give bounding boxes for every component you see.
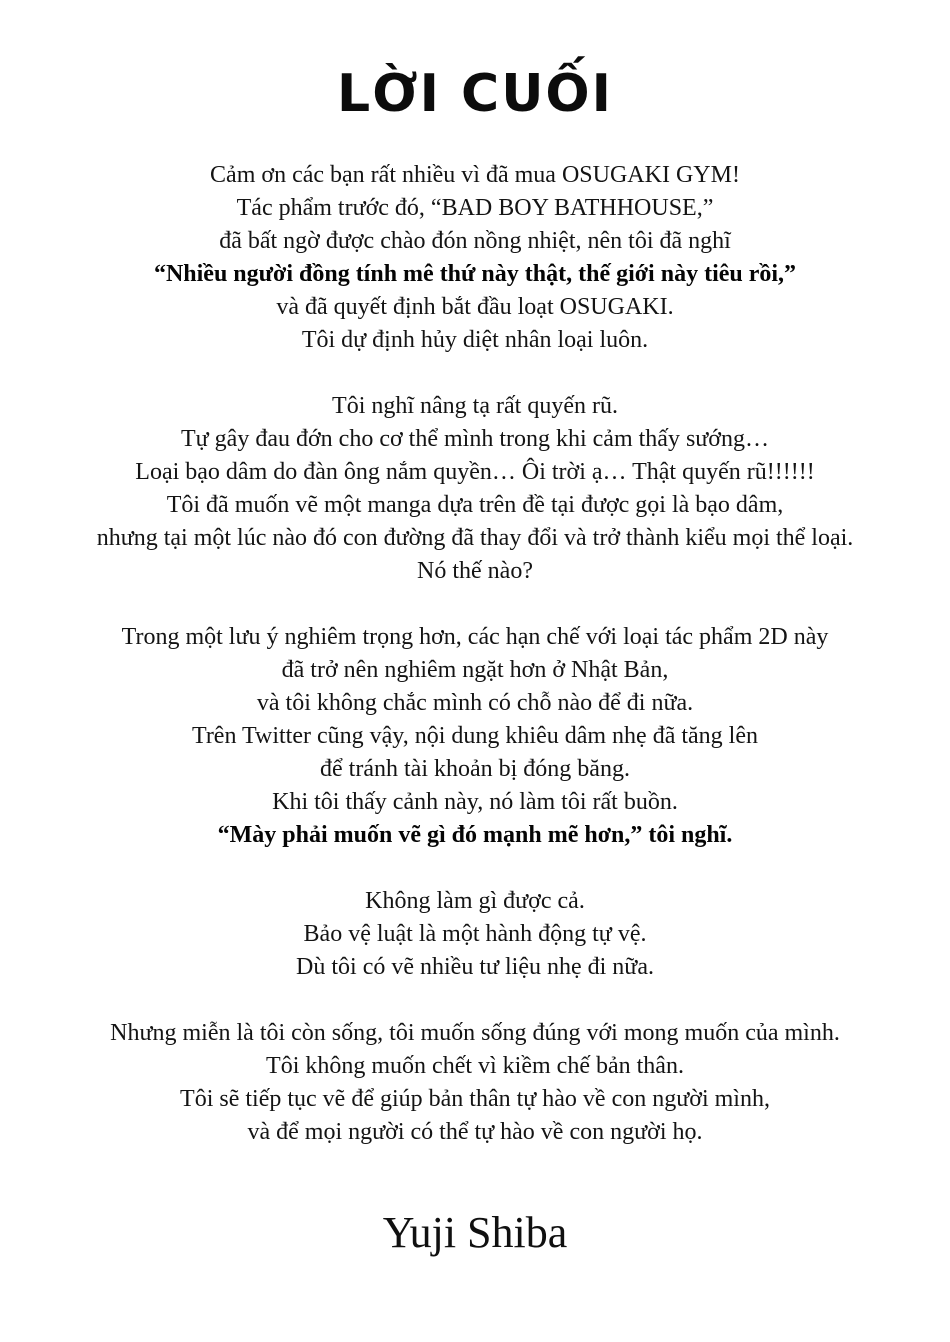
paragraph-2 bbox=[0, 390, 950, 588]
paragraph-4 bbox=[0, 885, 950, 984]
afterword-line: Nó thế nào? bbox=[417, 558, 533, 585]
afterword-line: Không làm gì được cả. bbox=[365, 888, 585, 915]
afterword-line: Tôi sẽ tiếp tục vẽ để giúp bản thân tự hào về con người mình, bbox=[180, 1086, 770, 1113]
page-title: LỜI CUỐI bbox=[337, 64, 613, 124]
afterword-line: Trên Twitter cũng vậy, nội dung khiêu dâm nhẹ đã tăng lên bbox=[192, 723, 758, 750]
afterword-line: Khi tôi thấy cảnh này, nó làm tôi rất buồn. bbox=[272, 789, 678, 816]
afterword-line: Cảm ơn các bạn rất nhiều vì đã mua OSUGAKI GYM! bbox=[210, 162, 740, 189]
afterword-line: Bảo vệ luật là một hành động tự vệ. bbox=[303, 921, 647, 948]
afterword-line: nhưng tại một lúc nào đó con đường đã thay đổi và trở thành kiểu mọi thể loại. bbox=[96, 525, 854, 552]
afterword-line: Tôi đã muốn vẽ một manga dựa trên đề tại được gọi là bạo dâm, bbox=[166, 492, 784, 519]
paragraph-1 bbox=[0, 159, 950, 357]
afterword-line-emphasis: “Nhiều người đồng tính mê thứ này thật, thế giới này tiêu rồi,” bbox=[153, 261, 797, 288]
afterword-line: Tôi dự định hủy diệt nhân loại luôn. bbox=[301, 327, 649, 354]
afterword-line: Trong một lưu ý nghiêm trọng hơn, các hạn chế với loại tác phẩm 2D này bbox=[121, 624, 829, 651]
afterword-line: Tôi nghĩ nâng tạ rất quyến rũ. bbox=[332, 393, 618, 420]
paragraph-5 bbox=[0, 1017, 950, 1149]
paragraph-3 bbox=[0, 621, 950, 852]
author-signature: Yuji Shiba bbox=[382, 1208, 568, 1258]
afterword-line: và đã quyết định bắt đầu loạt OSUGAKI. bbox=[276, 294, 674, 321]
afterword-line: Tự gây đau đớn cho cơ thể mình trong khi cảm thấy sướng… bbox=[181, 426, 769, 453]
afterword-line: Tôi không muốn chết vì kiềm chế bản thân. bbox=[266, 1053, 684, 1080]
afterword-line: và tôi không chắc mình có chỗ nào để đi nữa. bbox=[256, 690, 694, 717]
afterword-line: Tác phẩm trước đó, “BAD BOY BATHHOUSE,” bbox=[236, 195, 714, 222]
afterword-line: để tránh tài khoản bị đóng băng. bbox=[320, 756, 630, 783]
afterword-line: đã trở nên nghiêm ngặt hơn ở Nhật Bản, bbox=[281, 657, 669, 684]
afterword-line: Nhưng miễn là tôi còn sống, tôi muốn sống đúng với mong muốn của mình. bbox=[110, 1020, 840, 1047]
afterword-line: Dù tôi có vẽ nhiều tư liệu nhẹ đi nữa. bbox=[296, 954, 654, 981]
afterword-line-emphasis: “Mày phải muốn vẽ gì đó mạnh mẽ hơn,” tôi nghĩ. bbox=[217, 822, 733, 849]
afterword-line: Loại bạo dâm do đàn ông nắm quyền… Ôi trời ạ… Thật quyến rũ!!!!!! bbox=[135, 459, 815, 486]
afterword-line: đã bất ngờ được chào đón nồng nhiệt, nên tôi đã nghĩ bbox=[219, 228, 731, 255]
afterword-line: và để mọi người có thể tự hào về con người họ. bbox=[247, 1119, 703, 1146]
